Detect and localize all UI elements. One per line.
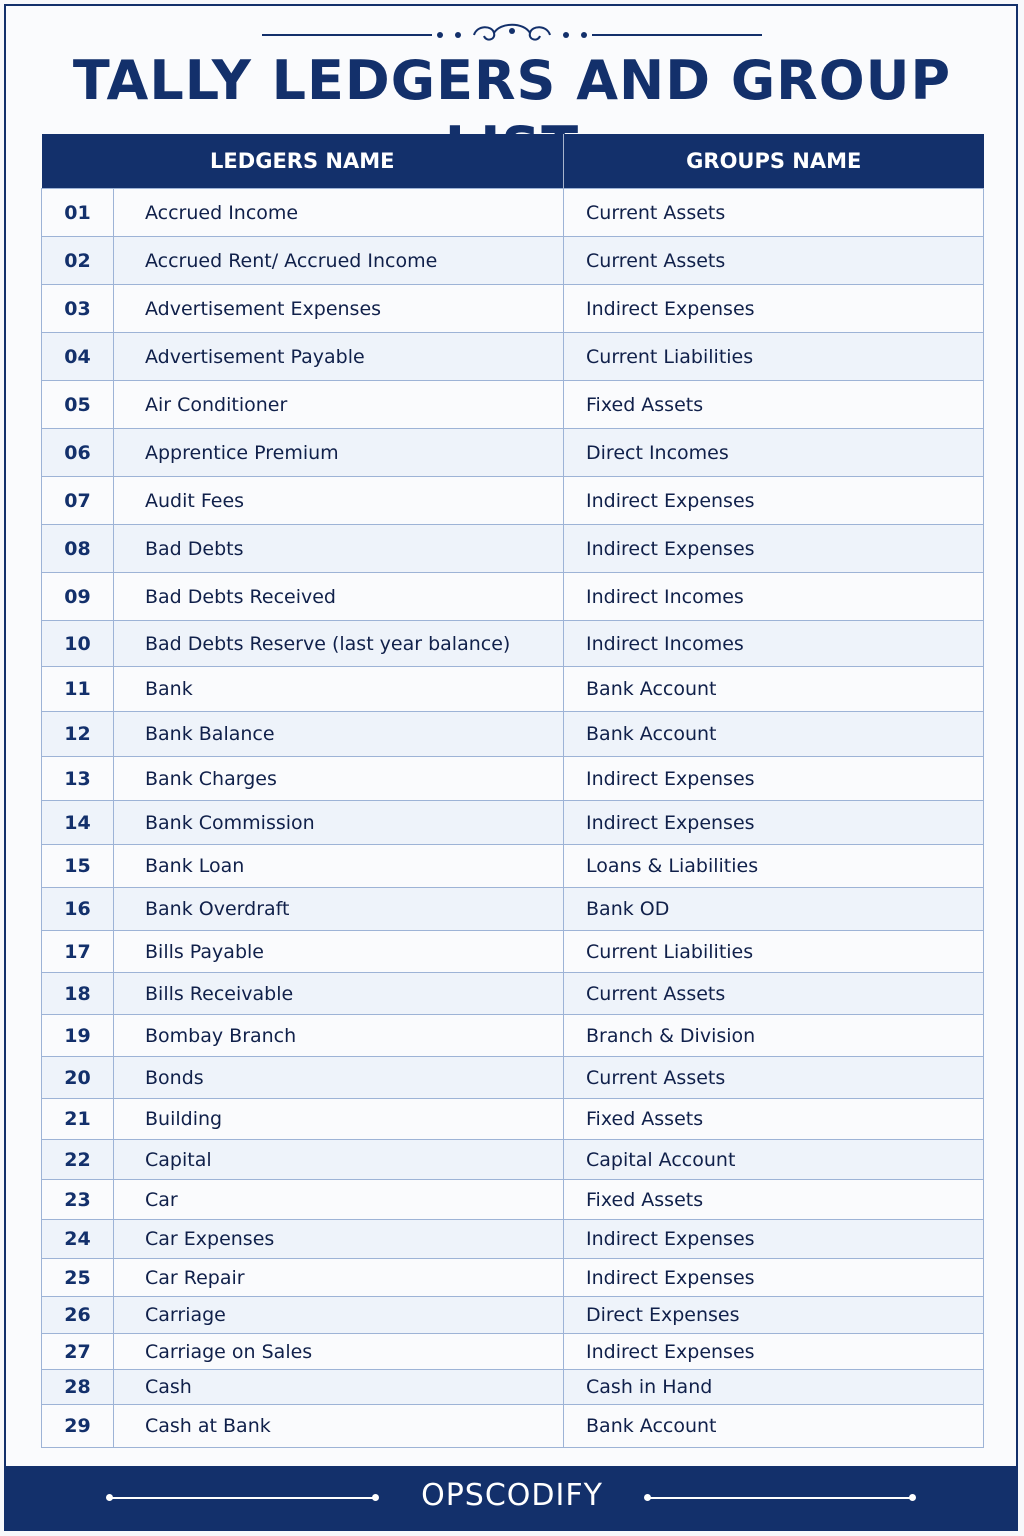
ledger-name: Carriage on Sales: [114, 1334, 564, 1370]
ledger-name: Bank Charges: [114, 757, 564, 801]
ledger-name: Advertisement Expenses: [114, 285, 564, 333]
row-number: 07: [42, 477, 114, 525]
ledger-table: [41, 134, 984, 1448]
ledger-name: Bank Commission: [114, 801, 564, 845]
table-row: [42, 573, 984, 621]
footer-right-dot-outer: [909, 1494, 916, 1501]
table-body: [42, 189, 984, 1448]
group-name: Indirect Expenses: [564, 801, 984, 845]
ledger-name: Bank Loan: [114, 845, 564, 888]
table-row: [42, 1220, 984, 1259]
ledger-name: Bombay Branch: [114, 1015, 564, 1057]
row-number: 20: [42, 1057, 114, 1099]
row-number: 16: [42, 888, 114, 931]
group-name: Indirect Expenses: [564, 285, 984, 333]
table-row: [42, 621, 984, 667]
ledger-name: Building: [114, 1099, 564, 1140]
ledger-name: Bad Debts Received: [114, 573, 564, 621]
ledger-name: Accrued Rent/ Accrued Income: [114, 237, 564, 285]
table-header-row: [42, 134, 984, 189]
footer-right-line: [648, 1497, 914, 1499]
row-number: 10: [42, 621, 114, 667]
brand-logo: [0, 1478, 1024, 1513]
title-ornament: [262, 20, 762, 50]
brand-name: OPSCODIFY: [421, 1478, 603, 1513]
table-row: [42, 1405, 984, 1448]
ledger-name: Capital: [114, 1140, 564, 1180]
table-row: [42, 1180, 984, 1220]
table-row: [42, 801, 984, 845]
group-name: Current Assets: [564, 237, 984, 285]
row-number: 04: [42, 333, 114, 381]
row-number: 22: [42, 1140, 114, 1180]
ledger-name: Advertisement Payable: [114, 333, 564, 381]
row-number: 21: [42, 1099, 114, 1140]
group-name: Indirect Expenses: [564, 1334, 984, 1370]
table-row: [42, 973, 984, 1015]
ledger-name: Cash at Bank: [114, 1405, 564, 1448]
ledger-name: Bank: [114, 667, 564, 712]
group-name: Indirect Incomes: [564, 573, 984, 621]
row-number: 15: [42, 845, 114, 888]
table-row: [42, 477, 984, 525]
group-name: Indirect Incomes: [564, 621, 984, 667]
group-name: Indirect Expenses: [564, 477, 984, 525]
group-name: Bank Account: [564, 712, 984, 757]
group-name: Indirect Expenses: [564, 1220, 984, 1259]
group-name: Bank OD: [564, 888, 984, 931]
group-name: Cash in Hand: [564, 1370, 984, 1405]
group-name: Direct Expenses: [564, 1297, 984, 1334]
row-number: 13: [42, 757, 114, 801]
group-name: Current Assets: [564, 1057, 984, 1099]
group-name: Indirect Expenses: [564, 757, 984, 801]
table-row: [42, 237, 984, 285]
ledger-name: Bills Payable: [114, 931, 564, 973]
row-number: 12: [42, 712, 114, 757]
table-row: [42, 381, 984, 429]
ledger-name: Audit Fees: [114, 477, 564, 525]
row-number: 09: [42, 573, 114, 621]
row-number: 03: [42, 285, 114, 333]
table-row: [42, 1057, 984, 1099]
row-number: 24: [42, 1220, 114, 1259]
group-name: Indirect Expenses: [564, 525, 984, 573]
row-number: 14: [42, 801, 114, 845]
ledger-name: Car: [114, 1180, 564, 1220]
table-row: [42, 525, 984, 573]
table-row: [42, 712, 984, 757]
table-row: [42, 429, 984, 477]
row-number: 27: [42, 1334, 114, 1370]
ledger-name: Bad Debts Reserve (last year balance): [114, 621, 564, 667]
table-row: [42, 333, 984, 381]
ledger-name: Bonds: [114, 1057, 564, 1099]
table-row: [42, 1015, 984, 1057]
ledger-name: Cash: [114, 1370, 564, 1405]
ledger-name: Accrued Income: [114, 189, 564, 237]
ledgers-name-header: LEDGERS NAME: [42, 134, 564, 189]
table-row: [42, 1259, 984, 1297]
table-row: [42, 1370, 984, 1405]
group-name: Indirect Expenses: [564, 1259, 984, 1297]
group-name: Current Liabilities: [564, 931, 984, 973]
row-number: 06: [42, 429, 114, 477]
table-row: [42, 1099, 984, 1140]
ledger-name: Air Conditioner: [114, 381, 564, 429]
row-number: 18: [42, 973, 114, 1015]
row-number: 25: [42, 1259, 114, 1297]
table-row: [42, 888, 984, 931]
group-name: Current Liabilities: [564, 333, 984, 381]
row-number: 01: [42, 189, 114, 237]
row-number: 11: [42, 667, 114, 712]
row-number: 05: [42, 381, 114, 429]
ledger-name: Car Repair: [114, 1259, 564, 1297]
group-name: Capital Account: [564, 1140, 984, 1180]
group-name: Fixed Assets: [564, 1180, 984, 1220]
table-row: [42, 845, 984, 888]
row-number: 23: [42, 1180, 114, 1220]
group-name: Bank Account: [564, 667, 984, 712]
table-row: [42, 1334, 984, 1370]
row-number: 19: [42, 1015, 114, 1057]
group-name: Direct Incomes: [564, 429, 984, 477]
group-name: Branch & Division: [564, 1015, 984, 1057]
table-row: [42, 1140, 984, 1180]
group-name: Bank Account: [564, 1405, 984, 1448]
group-name: Current Assets: [564, 973, 984, 1015]
ledger-name: Bills Receivable: [114, 973, 564, 1015]
group-name: Fixed Assets: [564, 381, 984, 429]
table-row: [42, 189, 984, 237]
ledger-name: Bank Balance: [114, 712, 564, 757]
ledger-name: Car Expenses: [114, 1220, 564, 1259]
row-number: 28: [42, 1370, 114, 1405]
row-number: 29: [42, 1405, 114, 1448]
table-row: [42, 757, 984, 801]
ledger-name: Apprentice Premium: [114, 429, 564, 477]
group-name: Current Assets: [564, 189, 984, 237]
groups-name-header: GROUPS NAME: [564, 134, 984, 189]
ledger-name: Carriage: [114, 1297, 564, 1334]
table-row: [42, 285, 984, 333]
row-number: 17: [42, 931, 114, 973]
ledger-name: Bank Overdraft: [114, 888, 564, 931]
row-number: 08: [42, 525, 114, 573]
page-title: TALLY LEDGERS AND GROUP: [72, 49, 952, 112]
footer-right-dot-inner: [644, 1494, 651, 1501]
table-row: [42, 667, 984, 712]
row-number: 02: [42, 237, 114, 285]
group-name: Loans & Liabilities: [564, 845, 984, 888]
ledger-name: Bad Debts: [114, 525, 564, 573]
row-number: 26: [42, 1297, 114, 1334]
table-row: [42, 931, 984, 973]
table-row: [42, 1297, 984, 1334]
group-name: Fixed Assets: [564, 1099, 984, 1140]
